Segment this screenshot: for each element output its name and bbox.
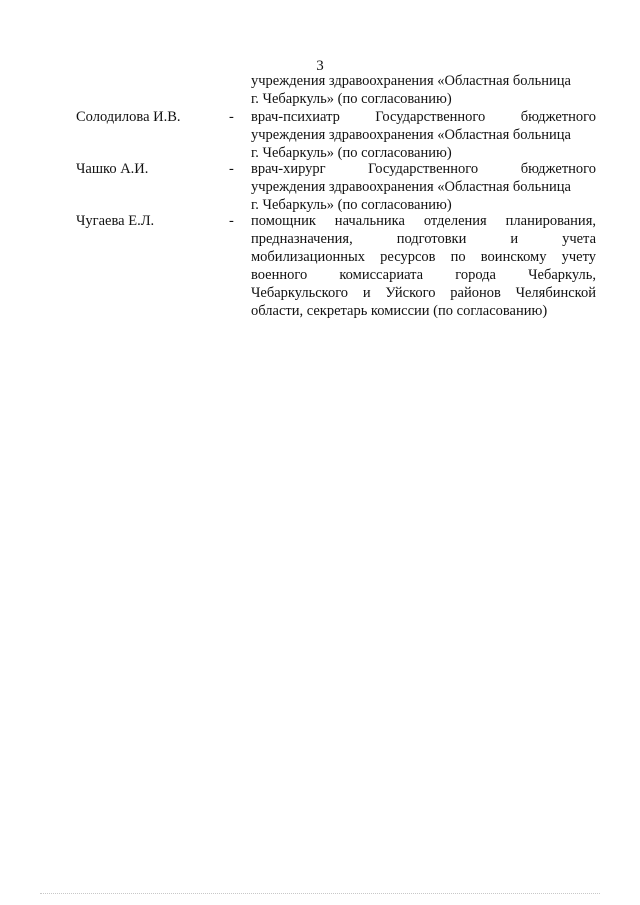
description-line: врач-психиатр Государственного бюджетного: [251, 109, 596, 125]
member-name: Чугаева Е.Л.: [76, 213, 155, 229]
member-description: [251, 108, 596, 162]
description-line: учреждения здравоохранения «Областная больница: [251, 127, 571, 143]
description-line: г. Чебаркуль» (по согласованию): [251, 197, 452, 213]
description-line: врач-хирург Государственного бюджетного: [251, 161, 596, 177]
continuation-text: [251, 72, 596, 108]
page-number: 3: [316, 58, 324, 74]
member-name: Чашко А.И.: [76, 161, 149, 177]
member-description: [251, 160, 596, 214]
description-line: учреждения здравоохранения «Областная больница: [251, 179, 571, 195]
continuation-line: учреждения здравоохранения «Областная больница: [251, 73, 571, 89]
description-line: предназначения, подготовки и учета: [251, 231, 596, 247]
continuation-line: г. Чебаркуль» (по согласованию): [251, 91, 452, 107]
member-name: Солодилова И.В.: [76, 109, 181, 125]
description-line: помощник начальника отделения планирования,: [251, 213, 596, 229]
description-line: Чебаркульского и Уйского районов Челябинской: [251, 285, 596, 301]
scan-bottom-edge: [40, 893, 600, 894]
member-description: [251, 212, 596, 320]
member-dash: -: [229, 161, 234, 177]
description-line: области, секретарь комиссии (по согласованию): [251, 303, 548, 319]
member-dash: -: [229, 213, 234, 229]
description-line: мобилизационных ресурсов по воинскому учету: [251, 249, 596, 265]
member-dash: -: [229, 109, 234, 125]
description-line: военного комиссариата города Чебаркуль,: [251, 267, 596, 283]
description-line: г. Чебаркуль» (по согласованию): [251, 145, 452, 161]
